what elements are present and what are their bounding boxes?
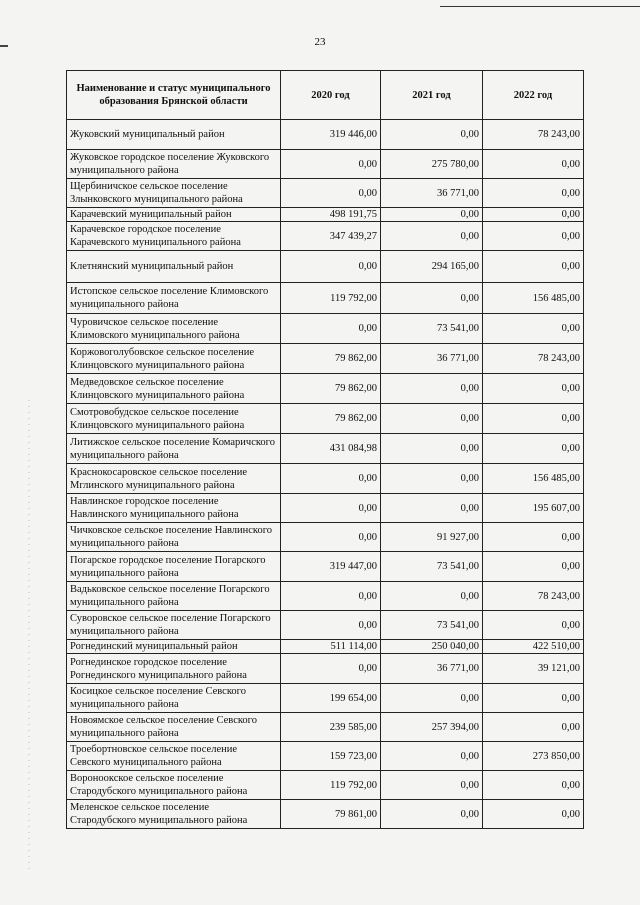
row-2021-cell: 275 780,00 [381, 150, 483, 179]
table-row [67, 283, 584, 314]
row-2021-cell: 0,00 [381, 222, 483, 251]
table-row [67, 404, 584, 434]
row-2022-cell: 0,00 [483, 552, 584, 582]
row-2022-cell: 156 485,00 [483, 283, 584, 314]
table-row [67, 208, 584, 222]
row-2020-cell: 498 191,75 [281, 208, 381, 222]
header-name: Наименование и статус муниципального образования Брянской области [67, 71, 281, 120]
table-row [67, 771, 584, 800]
row-2020-cell: 0,00 [281, 314, 381, 344]
row-name-cell: Истопское сельское поселение Климовского муниципального района [67, 283, 281, 314]
row-name-cell: Карачевское городское поселение Карачевского муниципального района [67, 222, 281, 251]
row-2021-cell: 0,00 [381, 800, 483, 829]
row-2022-cell: 0,00 [483, 251, 584, 283]
table-row [67, 150, 584, 179]
row-name-cell: Погарское городское поселение Погарского муниципального района [67, 552, 281, 582]
row-2020-cell: 79 862,00 [281, 404, 381, 434]
row-2020-cell: 79 862,00 [281, 344, 381, 374]
table-row [67, 800, 584, 829]
table-row [67, 552, 584, 582]
table-row [67, 654, 584, 684]
row-name-cell: Троебортновское сельское поселение Севского муниципального района [67, 742, 281, 771]
top-rule [440, 6, 640, 7]
row-2020-cell: 0,00 [281, 611, 381, 640]
row-name-cell: Навлинское городское поселение Навлинского муниципального района [67, 494, 281, 523]
table-row [67, 582, 584, 611]
row-2020-cell: 79 862,00 [281, 374, 381, 404]
row-2020-cell: 347 439,27 [281, 222, 381, 251]
table-row [67, 523, 584, 552]
row-name-cell: Литижское сельское поселение Комаричского муниципального района [67, 434, 281, 464]
row-2021-cell: 0,00 [381, 742, 483, 771]
row-name-cell: Вороноокское сельское поселение Стародубского муниципального района [67, 771, 281, 800]
row-2020-cell: 0,00 [281, 494, 381, 523]
table-row [67, 434, 584, 464]
row-2021-cell: 294 165,00 [381, 251, 483, 283]
row-2021-cell: 0,00 [381, 404, 483, 434]
table-row [67, 640, 584, 654]
row-2020-cell: 0,00 [281, 179, 381, 208]
row-2022-cell: 273 850,00 [483, 742, 584, 771]
table-row [67, 684, 584, 713]
row-2022-cell: 0,00 [483, 222, 584, 251]
row-2020-cell: 0,00 [281, 464, 381, 494]
row-name-cell: Смотровобудское сельское поселение Клинцовского муниципального района [67, 404, 281, 434]
row-2022-cell: 0,00 [483, 611, 584, 640]
table-body [67, 120, 584, 829]
row-2020-cell: 79 861,00 [281, 800, 381, 829]
header-2021: 2021 год [381, 71, 483, 120]
row-2021-cell: 0,00 [381, 434, 483, 464]
row-2022-cell: 0,00 [483, 150, 584, 179]
row-2021-cell: 250 040,00 [381, 640, 483, 654]
row-2021-cell: 73 541,00 [381, 552, 483, 582]
row-2020-cell: 0,00 [281, 582, 381, 611]
row-name-cell: Щербиничское сельское поселение Злынковского муниципального района [67, 179, 281, 208]
row-2022-cell: 78 243,00 [483, 120, 584, 150]
row-name-cell: Чичковское сельское поселение Навлинского муниципального района [67, 523, 281, 552]
row-name-cell: Чуровичское сельское поселение Климовского муниципального района [67, 314, 281, 344]
row-name-cell: Жуковское городское поселение Жуковского муниципального района [67, 150, 281, 179]
table-row [67, 344, 584, 374]
row-2021-cell: 0,00 [381, 464, 483, 494]
row-2020-cell: 431 084,98 [281, 434, 381, 464]
row-2022-cell: 0,00 [483, 713, 584, 742]
row-2022-cell: 0,00 [483, 800, 584, 829]
table-row [67, 179, 584, 208]
row-2022-cell: 0,00 [483, 208, 584, 222]
table-row [67, 120, 584, 150]
row-2021-cell: 91 927,00 [381, 523, 483, 552]
row-name-cell: Вадьковское сельское поселение Погарского муниципального района [67, 582, 281, 611]
row-2021-cell: 0,00 [381, 283, 483, 314]
row-name-cell: Краснокосаровское сельское поселение Мглинского муниципального района [67, 464, 281, 494]
row-name-cell: Суворовское сельское поселение Погарского муниципального района [67, 611, 281, 640]
row-2021-cell: 257 394,00 [381, 713, 483, 742]
row-2022-cell: 0,00 [483, 179, 584, 208]
row-2021-cell: 0,00 [381, 208, 483, 222]
row-name-cell: Медведовское сельское поселение Клинцовского муниципального района [67, 374, 281, 404]
row-2022-cell: 0,00 [483, 434, 584, 464]
row-name-cell: Карачевский муниципальный район [67, 208, 281, 222]
row-2020-cell: 0,00 [281, 654, 381, 684]
scan-artifact [28, 400, 30, 870]
row-2022-cell: 78 243,00 [483, 344, 584, 374]
row-2020-cell: 0,00 [281, 251, 381, 283]
row-2021-cell: 0,00 [381, 771, 483, 800]
row-2020-cell: 511 114,00 [281, 640, 381, 654]
row-2022-cell: 156 485,00 [483, 464, 584, 494]
header-2020: 2020 год [281, 71, 381, 120]
row-2021-cell: 36 771,00 [381, 654, 483, 684]
row-name-cell: Рогнединское городское поселение Рогнединского муниципального района [67, 654, 281, 684]
row-name-cell: Клетнянский муниципальный район [67, 251, 281, 283]
table-row [67, 314, 584, 344]
table-row [67, 494, 584, 523]
row-2021-cell: 0,00 [381, 120, 483, 150]
row-2021-cell: 0,00 [381, 684, 483, 713]
row-2020-cell: 319 447,00 [281, 552, 381, 582]
row-name-cell: Жуковский муниципальный район [67, 120, 281, 150]
row-2021-cell: 0,00 [381, 494, 483, 523]
row-2021-cell: 0,00 [381, 374, 483, 404]
row-2022-cell: 422 510,00 [483, 640, 584, 654]
row-2020-cell: 119 792,00 [281, 771, 381, 800]
row-2021-cell: 36 771,00 [381, 179, 483, 208]
table-row [67, 464, 584, 494]
row-2022-cell: 39 121,00 [483, 654, 584, 684]
row-2022-cell: 0,00 [483, 684, 584, 713]
row-2020-cell: 239 585,00 [281, 713, 381, 742]
row-2022-cell: 0,00 [483, 404, 584, 434]
table-row [67, 222, 584, 251]
row-2021-cell: 73 541,00 [381, 314, 483, 344]
row-name-cell: Меленское сельское поселение Стародубского муниципального района [67, 800, 281, 829]
table-row [67, 611, 584, 640]
table-header-row [67, 71, 584, 120]
row-name-cell: Новоямское сельское поселение Севского муниципального района [67, 713, 281, 742]
table-row [67, 713, 584, 742]
row-2022-cell: 0,00 [483, 523, 584, 552]
header-2022: 2022 год [483, 71, 584, 120]
budget-table [66, 70, 584, 829]
row-2022-cell: 195 607,00 [483, 494, 584, 523]
table-row [67, 742, 584, 771]
row-2020-cell: 119 792,00 [281, 283, 381, 314]
row-2020-cell: 0,00 [281, 523, 381, 552]
row-2020-cell: 0,00 [281, 150, 381, 179]
row-name-cell: Коржовоголубовское сельское поселение Клинцовского муниципального района [67, 344, 281, 374]
row-2020-cell: 159 723,00 [281, 742, 381, 771]
row-2021-cell: 36 771,00 [381, 344, 483, 374]
row-name-cell: Косицкое сельское поселение Севского муниципального района [67, 684, 281, 713]
row-2020-cell: 319 446,00 [281, 120, 381, 150]
row-2022-cell: 0,00 [483, 771, 584, 800]
table-row [67, 251, 584, 283]
row-2021-cell: 0,00 [381, 582, 483, 611]
row-2022-cell: 0,00 [483, 374, 584, 404]
row-2020-cell: 199 654,00 [281, 684, 381, 713]
table-row [67, 374, 584, 404]
row-2022-cell: 0,00 [483, 314, 584, 344]
row-name-cell: Рогнединский муниципальный район [67, 640, 281, 654]
row-2021-cell: 73 541,00 [381, 611, 483, 640]
page-number: 23 [314, 36, 326, 48]
row-2022-cell: 78 243,00 [483, 582, 584, 611]
